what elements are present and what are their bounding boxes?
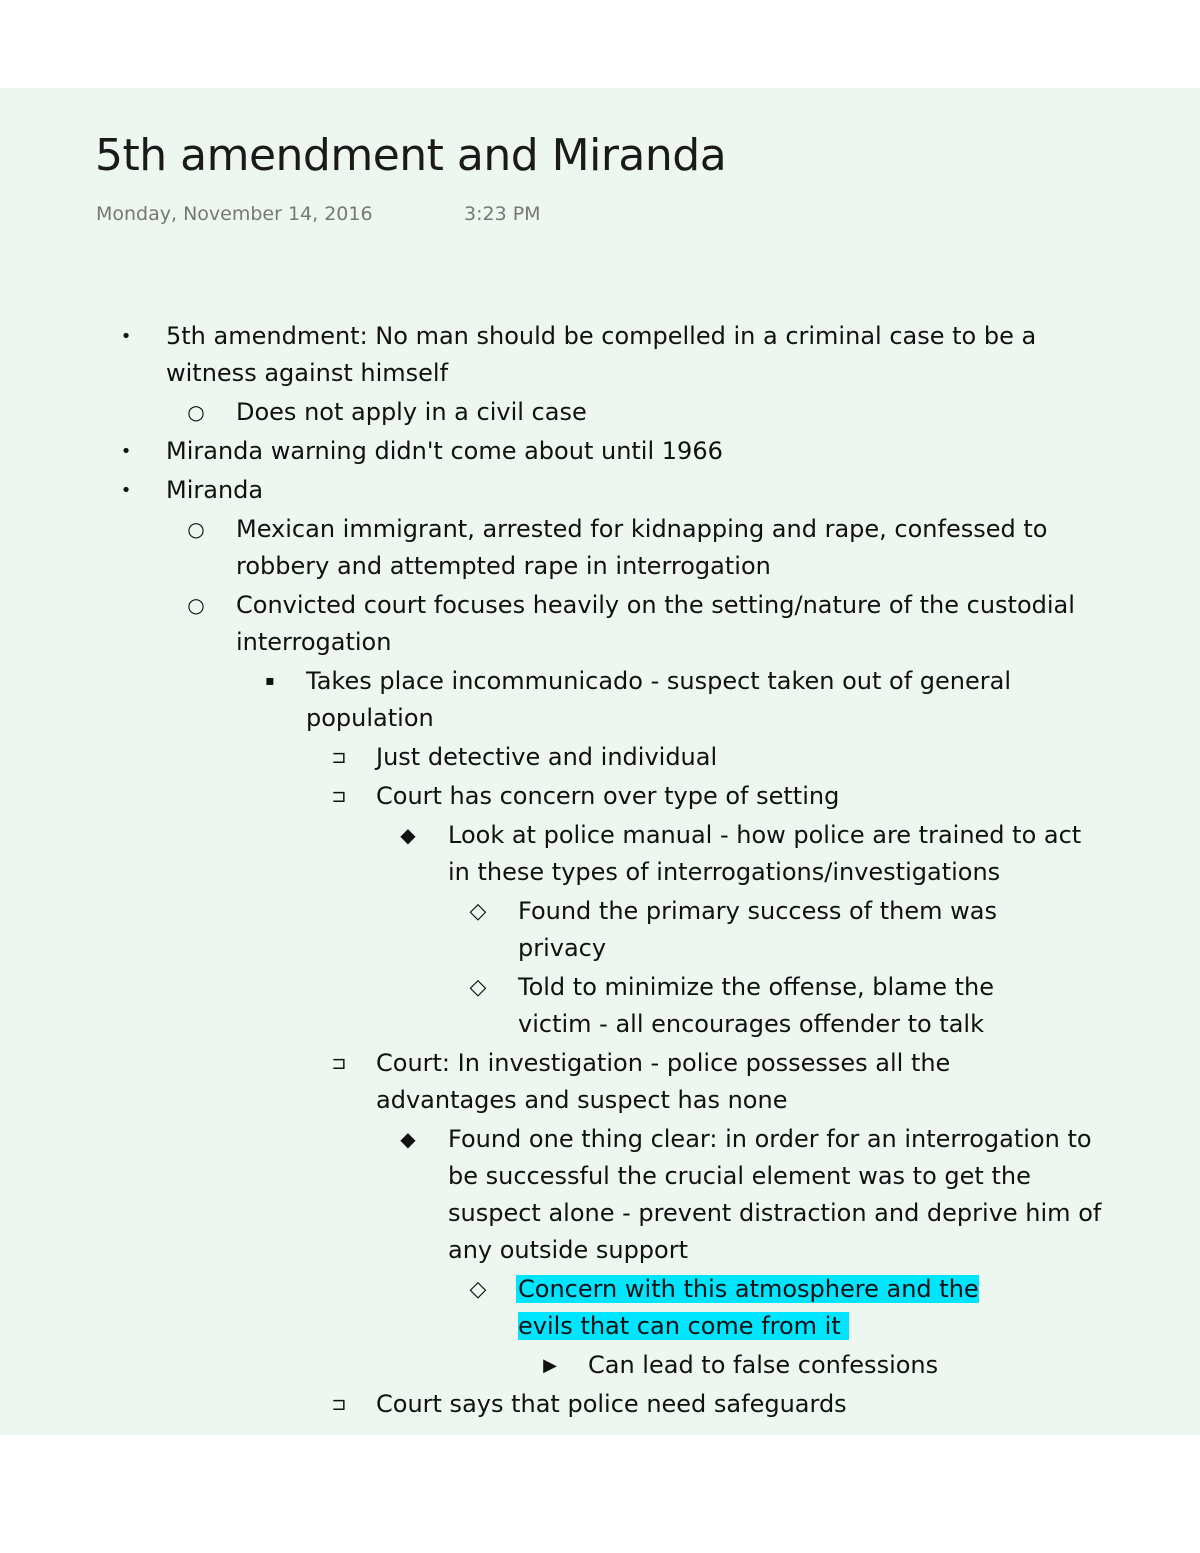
list-item-text bbox=[518, 1271, 1038, 1345]
list-item bbox=[0, 1045, 1076, 1119]
list-item bbox=[0, 587, 1096, 661]
list-item bbox=[0, 739, 1076, 776]
bullet-diamond-outline-icon: ◇ bbox=[469, 899, 487, 924]
bullet-circle-icon: ○ bbox=[187, 517, 205, 541]
bullet-bracket-icon: ⊐ bbox=[331, 747, 347, 768]
bullet-diamond-icon: ◆ bbox=[400, 823, 416, 847]
bullet-dot-icon: • bbox=[120, 480, 132, 501]
list-item bbox=[0, 663, 1046, 737]
list-item bbox=[0, 394, 1096, 431]
bullet-diamond-outline-icon: ◇ bbox=[469, 1277, 487, 1302]
list-item-text: Miranda bbox=[166, 476, 264, 504]
list-item-text: Mexican immigrant, arrested for kidnapping and rape, confessed to robbery and attempted rape in interrogation bbox=[236, 515, 1048, 580]
list-item bbox=[0, 1386, 1076, 1423]
bullet-dot-icon: • bbox=[120, 326, 132, 347]
list-item-text: Does not apply in a civil case bbox=[236, 398, 587, 426]
bullet-diamond-outline-icon: ◇ bbox=[469, 975, 487, 1000]
bullet-bracket-icon: ⊐ bbox=[331, 1394, 347, 1415]
list-item bbox=[0, 969, 1038, 1043]
notes-body bbox=[0, 318, 1200, 1425]
bullet-dot-icon: • bbox=[120, 441, 132, 462]
list-item-text: Court: In investigation - police possesses all the advantages and suspect has none bbox=[376, 1049, 951, 1114]
list-item-text: Court has concern over type of setting bbox=[376, 782, 840, 810]
list-item bbox=[0, 893, 1038, 967]
list-item bbox=[0, 472, 1086, 509]
highlighted-text: Concern with this atmosphere and the evils that can come from it bbox=[518, 1275, 979, 1340]
list-item bbox=[0, 318, 1086, 392]
list-item bbox=[0, 433, 1086, 470]
list-item-text: 5th amendment: No man should be compelled in a criminal case to be a witness against himself bbox=[166, 322, 1037, 387]
list-item-text: Takes place incommunicado - suspect taken out of general population bbox=[306, 667, 1012, 732]
list-item-text: Just detective and individual bbox=[376, 743, 718, 771]
list-item bbox=[0, 511, 1096, 585]
list-item bbox=[0, 817, 1108, 891]
page-title: 5th amendment and Miranda bbox=[95, 130, 727, 181]
list-item bbox=[0, 1121, 1108, 1269]
note-date: Monday, November 14, 2016 bbox=[96, 203, 373, 225]
list-item-text: Court says that police need safeguards bbox=[376, 1390, 847, 1418]
bullet-diamond-icon: ◆ bbox=[400, 1127, 416, 1151]
bullet-bracket-icon: ⊐ bbox=[331, 786, 347, 807]
list-item-text: Look at police manual - how police are trained to act in these types of interrogations/investigations bbox=[448, 821, 1082, 886]
list-item-text: Told to minimize the offense, blame the victim - all encourages offender to talk bbox=[518, 973, 994, 1038]
list-item-text: Convicted court focuses heavily on the setting/nature of the custodial interrogation bbox=[236, 591, 1075, 656]
list-item-text: Found one thing clear: in order for an interrogation to be successful the crucial element was to get the suspect alone - prevent distraction and deprive him of any outside support bbox=[448, 1125, 1102, 1264]
list-item bbox=[0, 1271, 1038, 1345]
list-item-text: Found the primary success of them was privacy bbox=[518, 897, 997, 962]
list-item-text: Miranda warning didn't come about until 1966 bbox=[166, 437, 723, 465]
bullet-arrow-icon: ▶ bbox=[543, 1355, 557, 1376]
bullet-square-icon: ▪ bbox=[265, 673, 275, 689]
list-item bbox=[0, 778, 1076, 815]
list-item-text: Can lead to false confessions bbox=[588, 1351, 939, 1379]
bullet-circle-icon: ○ bbox=[187, 593, 205, 617]
note-time: 3:23 PM bbox=[464, 203, 541, 225]
list-item bbox=[0, 1347, 1008, 1384]
bullet-circle-icon: ○ bbox=[187, 400, 205, 424]
bullet-bracket-icon: ⊐ bbox=[331, 1053, 347, 1074]
